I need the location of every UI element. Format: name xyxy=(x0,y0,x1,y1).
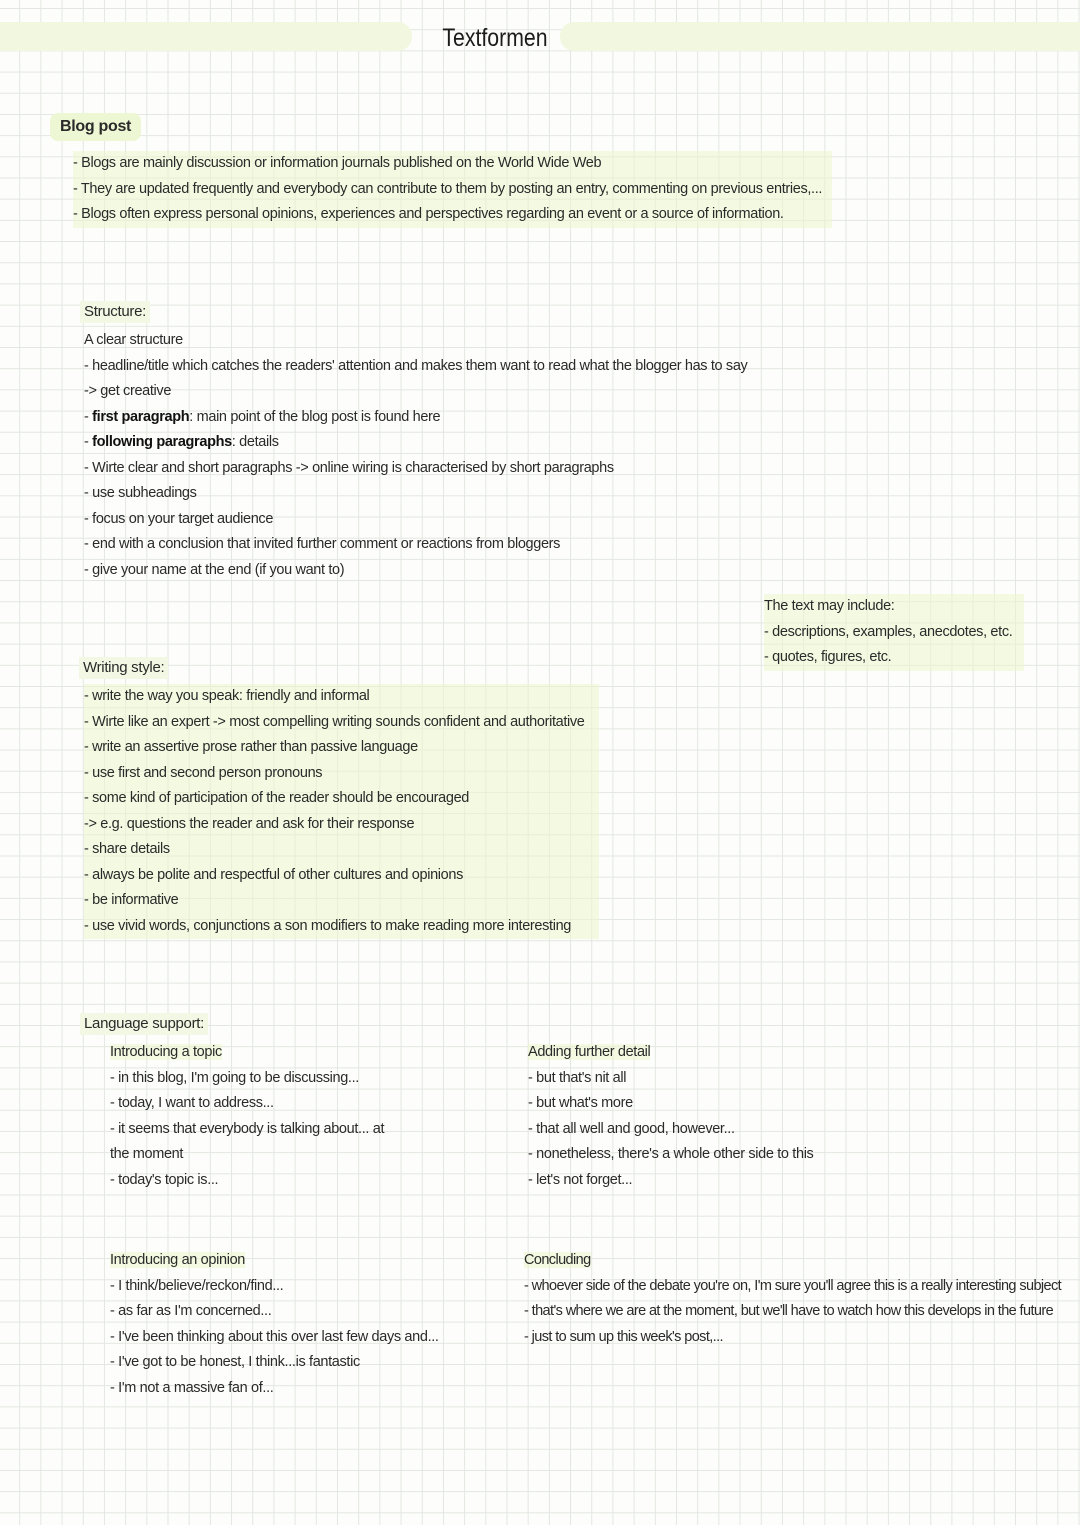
subheading: Concluding xyxy=(524,1252,591,1268)
list-item: - always be polite and respectful of other cultures and opinions xyxy=(84,866,464,883)
language-support-heading: Language support: xyxy=(80,1013,208,1035)
term-text: : details xyxy=(231,434,279,450)
list-item: - nonetheless, there's a whole other side to this xyxy=(528,1146,814,1162)
list-item: - I've got to be honest, I think...is fantastic xyxy=(110,1354,360,1370)
list-item: - Wirte like an expert -> most compelling writing sounds confident and authoritative xyxy=(84,713,585,730)
list-item: - share details xyxy=(84,841,170,857)
list-item: - They are updated frequently and everybody can contribute to them by posting an entry, commenting on previous entries,... xyxy=(73,180,823,197)
adding-detail xyxy=(528,1040,813,1193)
structure-list xyxy=(84,328,747,583)
list-item: - Blogs often express personal opinions, experiences and perspectives regarding an event or a source of information. xyxy=(73,206,784,222)
list-item: - that's where we are at the moment, but we'll have to watch how this develops in the future xyxy=(524,1303,1054,1319)
blog-intro xyxy=(73,151,832,228)
writing-style-heading: Writing style: xyxy=(79,657,168,679)
list-item: - but what's more xyxy=(528,1095,633,1111)
list-item: - focus on your target audience xyxy=(84,510,274,527)
list-item: - let's not forget... xyxy=(528,1171,633,1188)
title-highlight-right xyxy=(560,22,1080,51)
list-item: A clear structure xyxy=(84,332,183,348)
list-item: - as far as I'm concerned... xyxy=(110,1303,272,1319)
bold-term: following paragraphs xyxy=(92,434,232,450)
bold-term: first paragraph xyxy=(92,408,190,425)
list-item: - today, I want to address... xyxy=(110,1095,274,1111)
list-item: - some kind of participation of the reader should be encouraged xyxy=(84,790,470,806)
concluding xyxy=(524,1248,1061,1350)
writing-style-list xyxy=(84,684,599,939)
term-text: : main point of the blog post is found here xyxy=(189,408,441,425)
side-note-heading: The text may include: xyxy=(764,598,895,614)
list-item: - Wirte clear and short paragraphs -> online wiring is characterised by short paragraphs xyxy=(84,459,614,476)
list-item: - first paragraph: main point of the blog post is found here xyxy=(84,408,441,425)
list-item: - use subheadings xyxy=(84,485,197,501)
subheading: Introducing an opinion xyxy=(110,1252,245,1268)
list-item: - quotes, figures, etc. xyxy=(764,649,892,665)
list-item: - it seems that everybody is talking about... at xyxy=(110,1120,385,1137)
list-item: - that all well and good, however... xyxy=(528,1120,735,1137)
blog-post-heading: Blog post xyxy=(50,113,141,141)
introducing-topic xyxy=(110,1040,384,1193)
list-item: - I'm not a massive fan of... xyxy=(110,1379,274,1396)
list-item: the moment xyxy=(110,1146,184,1162)
subheading: Adding further detail xyxy=(528,1044,651,1060)
subheading: Introducing a topic xyxy=(110,1044,222,1060)
list-item: - Blogs are mainly discussion or information journals published on the World Wide Web xyxy=(73,155,602,171)
list-item: - I think/believe/reckon/find... xyxy=(110,1277,284,1294)
introducing-opinion xyxy=(110,1248,439,1401)
page-title: Textformen xyxy=(442,24,548,52)
list-item: - end with a conclusion that invited further comment or reactions from bloggers xyxy=(84,536,561,552)
list-item: - but that's nit all xyxy=(528,1069,627,1086)
list-item: - whoever side of the debate you're on, I'm sure you'll agree this is a really interesting subject xyxy=(524,1277,1062,1294)
list-item: - be informative xyxy=(84,892,179,908)
list-item: - just to sum up this week's post,... xyxy=(524,1328,723,1345)
list-item: - write the way you speak: friendly and informal xyxy=(84,688,370,704)
list-item: - today's topic is... xyxy=(110,1171,219,1188)
structure-heading: Structure: xyxy=(80,301,150,323)
list-item: - descriptions, examples, anecdotes, etc. xyxy=(764,623,1013,640)
list-item: - give your name at the end (if you want to) xyxy=(84,561,345,578)
list-item: -> get creative xyxy=(84,383,172,399)
title-highlight-left xyxy=(0,22,412,51)
list-item: -> e.g. questions the reader and ask for their response xyxy=(84,815,415,832)
list-item: - I've been thinking about this over last few days and... xyxy=(110,1328,439,1345)
list-item: - use vivid words, conjunctions a son modifiers to make reading more interesting xyxy=(84,917,571,934)
side-note xyxy=(764,594,1024,671)
list-item: - use first and second person pronouns xyxy=(84,764,323,781)
list-item: - following paragraphs: details xyxy=(84,434,279,450)
list-item: - in this blog, I'm going to be discussing... xyxy=(110,1069,359,1086)
list-item: - write an assertive prose rather than passive language xyxy=(84,739,418,755)
list-item: - headline/title which catches the readers' attention and makes them want to read what the blogger has to say xyxy=(84,357,748,374)
